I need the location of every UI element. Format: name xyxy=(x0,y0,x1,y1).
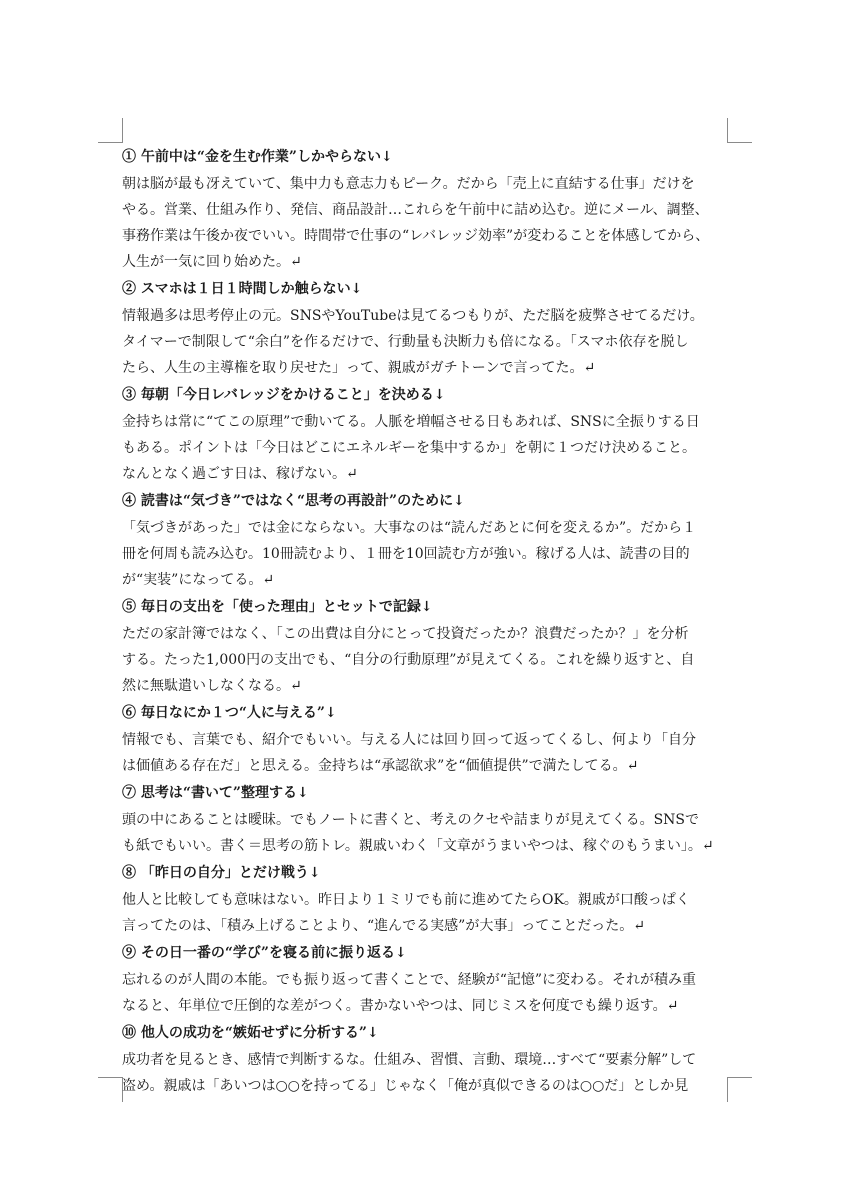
text-line: 「気づきがあった」では金にならない。大事なのは“読んだあとに何を変えるか”。だから１ xyxy=(122,520,697,536)
text-line: 冊を何周も読み込む。10冊読むより、１冊を10回読む方が強い。稼げる人は、読書の目的 xyxy=(122,546,690,562)
section-heading: ③ 毎朝「今日レバレッジをかけること」を決める↓ xyxy=(122,387,446,403)
section-heading: ④ 読書は“気づき”ではなく“思考の再設計”のために↓ xyxy=(122,493,465,509)
text-line: 事務作業は午後か夜でいい。時間帯で仕事の“レバレッジ効率”が変わることを体感してから、 xyxy=(122,228,710,244)
margin-corner-top-left xyxy=(98,118,123,143)
margin-corner-top-right xyxy=(727,118,752,143)
text-line: が“実装”になってる。↵ xyxy=(122,572,275,588)
section-heading: ⑤ 毎日の支出を「使った理由」とセットで記録↓ xyxy=(122,599,433,615)
text-line: やる。営業、仕組み作り、発信、商品設計…これらを午前中に詰め込む。逆にメール、調整、 xyxy=(122,202,709,218)
text-line: なんとなく過ごす日は、稼げない。↵ xyxy=(122,466,358,482)
section-paragraph xyxy=(122,967,734,1019)
margin-corner-bottom-left xyxy=(98,1077,123,1102)
text-line: 情報でも、言葉でも、紹介でもいい。与える人には回り回って返ってくるし、何より「自分 xyxy=(122,732,696,748)
text-line: 盗め。親戚は「あいつは○○を持ってる」じゃなく「俺が真似できるのは○○だ」としか見 xyxy=(122,1078,689,1094)
text-line: 朝は脳が最も冴えていて、集中力も意志力もピーク。だから「売上に直結する仕事」だけを xyxy=(122,176,695,192)
section-paragraph xyxy=(122,807,734,859)
text-line: なると、年単位で圧倒的な差がつく。書かないやつは、同じミスを何度でも繰り返す。↵ xyxy=(122,998,679,1014)
text-line: 情報過多は思考停止の元。SNSやYouTubeは見てるつもりが、ただ脳を疲弊させてるだけ。 xyxy=(122,308,704,324)
section-heading: ② スマホは１日１時間しか触らない↓ xyxy=(122,281,363,297)
section-paragraph xyxy=(122,621,734,699)
section-heading: ⑨ その日一番の“学び”を寝る前に振り返る↓ xyxy=(122,945,407,961)
section-heading: ⑦ 思考は“書いて”整理する↓ xyxy=(122,785,309,801)
section-paragraph xyxy=(122,727,734,779)
text-line: ただの家計簿ではなく、「この出費は自分にとって投資だったか？浪費だったか？」を分析 xyxy=(122,626,689,642)
text-line: たら、人生の主導権を取り戻せた」って、親戚がガチトーンで言ってた。↵ xyxy=(122,360,596,376)
document-body[interactable] xyxy=(122,143,734,1099)
text-line: 成功者を見るとき、感情で判断するな。仕組み、習慣、言動、環境…すべて“要素分解”して xyxy=(122,1052,697,1068)
text-line: する。たった1,000円の支出でも、“自分の行動原理”が見えてくる。これを繰り返すと、自 xyxy=(122,652,695,668)
text-line: 人生が一気に回り始めた。↵ xyxy=(122,254,302,270)
section-heading: ⑧ 「昨日の自分」とだけ戦う↓ xyxy=(122,865,321,881)
section-paragraph xyxy=(122,515,734,593)
section-paragraph xyxy=(122,171,734,275)
text-line: 他人と比較しても意味はない。昨日より１ミリでも前に進めてたらOK。親戚が口酸っぱく xyxy=(122,892,690,908)
section-heading: ① 午前中は“金を生む作業”しかやらない↓ xyxy=(122,149,393,165)
text-line: は価値ある存在だ」と思える。金持ちは“承認欲求”を“価値提供”で満たしてる。↵ xyxy=(122,758,639,774)
text-line: 頭の中にあることは曖昧。でもノートに書くと、考えのクセや詰まりが見えてくる。SNSで xyxy=(122,812,700,828)
text-line: 言ってたのは、「積み上げることより、“進んでる実感”が大事」ってことだった。↵ xyxy=(122,918,646,934)
text-line: タイマーで制限して“余白”を作るだけで、行動量も決断力も倍になる。「スマホ依存を脱し xyxy=(122,334,689,350)
text-line: も紙でもいい。書く＝思考の筋トレ。親戚いわく「文章がうまいやつは、稼ぐのもうまい」。↵ xyxy=(122,838,714,854)
section-paragraph xyxy=(122,1047,734,1099)
section-paragraph xyxy=(122,303,734,381)
section-heading: ⑥ 毎日なにか１つ“人に与える”↓ xyxy=(122,705,337,721)
text-line: もある。ポイントは「今日はどこにエネルギーを集中するか」を朝に１つだけ決めること。 xyxy=(122,440,696,456)
section-paragraph xyxy=(122,887,734,939)
text-line: 然に無駄遣いしなくなる。↵ xyxy=(122,678,302,694)
text-line: 忘れるのが人間の本能。でも振り返って書くことで、経験が“記憶”に変わる。それが積み重 xyxy=(122,972,697,988)
section-paragraph xyxy=(122,409,734,487)
text-line: 金持ちは常に“てこの原理”で動いてる。人脈を増幅させる日もあれば、SNSに全振りする日 xyxy=(122,414,700,430)
section-heading: ⑩ 他人の成功を“嫉妬せずに分析する”↓ xyxy=(122,1025,379,1041)
